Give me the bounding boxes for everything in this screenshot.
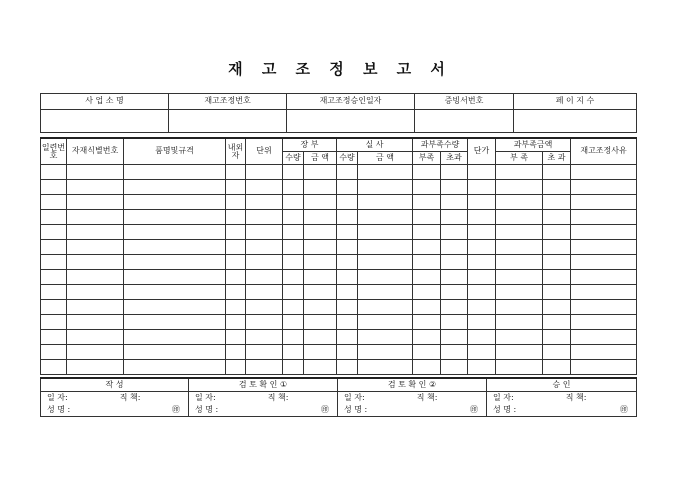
table-cell[interactable]	[124, 195, 226, 210]
table-cell[interactable]	[441, 180, 468, 195]
table-cell[interactable]	[468, 195, 496, 210]
table-cell[interactable]	[496, 330, 543, 345]
name-label: 성 명 :	[47, 404, 71, 414]
table-cell[interactable]	[67, 270, 124, 285]
table-cell[interactable]	[468, 255, 496, 270]
table-cell[interactable]	[283, 195, 304, 210]
table-cell[interactable]	[246, 315, 283, 330]
table-cell[interactable]	[41, 285, 67, 300]
table-cell[interactable]	[496, 270, 543, 285]
table-cell[interactable]	[468, 225, 496, 240]
table-cell[interactable]	[283, 240, 304, 255]
section-approval: 승 인	[487, 378, 637, 392]
table-cell[interactable]	[304, 255, 337, 270]
table-cell[interactable]	[496, 345, 543, 360]
seal-mark: ㊞	[470, 404, 478, 414]
table-cell[interactable]	[413, 195, 441, 210]
table-cell[interactable]	[543, 300, 571, 315]
table-cell[interactable]	[67, 225, 124, 240]
table-cell[interactable]	[304, 225, 337, 240]
col-actual: 실 사	[337, 138, 413, 152]
header-table	[40, 93, 637, 133]
signature-table	[40, 377, 637, 417]
table-cell[interactable]	[246, 300, 283, 315]
col-qty-shortage: 부족	[413, 152, 441, 165]
table-cell[interactable]	[543, 285, 571, 300]
table-cell[interactable]	[304, 210, 337, 225]
table-cell[interactable]	[496, 195, 543, 210]
table-cell[interactable]	[496, 315, 543, 330]
table-cell[interactable]	[496, 240, 543, 255]
table-cell[interactable]	[124, 360, 226, 375]
table-cell[interactable]	[283, 345, 304, 360]
table-cell[interactable]	[337, 180, 358, 195]
table-cell[interactable]	[124, 330, 226, 345]
table-row	[41, 300, 637, 315]
table-cell[interactable]	[337, 300, 358, 315]
table-cell[interactable]	[226, 165, 246, 180]
col-serial: 일련번호	[41, 138, 67, 165]
page-count-label: 페 이 지 수	[514, 94, 637, 110]
author-date-position[interactable]	[41, 392, 189, 405]
col-material-id: 자재식별번호	[67, 138, 124, 165]
author-name[interactable]	[41, 404, 189, 417]
table-cell[interactable]	[358, 270, 413, 285]
table-cell[interactable]	[124, 285, 226, 300]
table-cell[interactable]	[441, 255, 468, 270]
table-cell[interactable]	[283, 300, 304, 315]
table-cell[interactable]	[246, 195, 283, 210]
table-cell[interactable]	[571, 285, 637, 300]
table-cell[interactable]	[571, 300, 637, 315]
adjustment-number-label: 재고조정번호	[169, 94, 287, 110]
table-cell[interactable]	[283, 330, 304, 345]
table-cell[interactable]	[358, 360, 413, 375]
table-cell[interactable]	[67, 315, 124, 330]
table-row	[41, 195, 637, 210]
table-cell[interactable]	[304, 240, 337, 255]
items-table	[40, 137, 637, 375]
table-row	[41, 330, 637, 345]
table-cell[interactable]	[337, 195, 358, 210]
table-cell[interactable]	[304, 165, 337, 180]
table-cell[interactable]	[358, 330, 413, 345]
table-cell[interactable]	[358, 285, 413, 300]
table-cell[interactable]	[67, 165, 124, 180]
name-label: 성 명 :	[195, 404, 219, 414]
table-cell[interactable]	[337, 360, 358, 375]
table-cell[interactable]	[543, 270, 571, 285]
table-cell[interactable]	[441, 300, 468, 315]
table-cell[interactable]	[571, 330, 637, 345]
table-cell[interactable]	[441, 270, 468, 285]
table-cell[interactable]	[304, 345, 337, 360]
col-actual-qty: 수량	[337, 152, 358, 165]
table-cell[interactable]	[41, 225, 67, 240]
date-label: 일 자:	[493, 392, 514, 402]
table-cell[interactable]	[543, 225, 571, 240]
table-cell[interactable]	[496, 285, 543, 300]
table-row	[41, 255, 637, 270]
table-cell[interactable]	[246, 270, 283, 285]
table-cell[interactable]	[413, 240, 441, 255]
table-cell[interactable]	[441, 285, 468, 300]
table-cell[interactable]	[67, 210, 124, 225]
review1-date-position[interactable]	[189, 392, 338, 405]
date-label: 일 자:	[344, 392, 365, 402]
table-cell[interactable]	[358, 315, 413, 330]
table-cell[interactable]	[413, 165, 441, 180]
table-cell[interactable]	[496, 165, 543, 180]
table-cell[interactable]	[304, 195, 337, 210]
col-amount-shortage: 부 족	[496, 152, 543, 165]
table-cell[interactable]	[337, 240, 358, 255]
table-row	[41, 210, 637, 225]
name-label: 성 명 :	[344, 404, 368, 414]
table-cell[interactable]	[571, 180, 637, 195]
position-label: 직 책:	[565, 392, 587, 402]
table-cell[interactable]	[441, 315, 468, 330]
table-cell[interactable]	[337, 270, 358, 285]
table-cell[interactable]	[543, 345, 571, 360]
table-cell[interactable]	[468, 240, 496, 255]
table-cell[interactable]	[571, 210, 637, 225]
table-cell[interactable]	[226, 285, 246, 300]
table-cell[interactable]	[496, 255, 543, 270]
table-cell[interactable]	[468, 315, 496, 330]
table-cell[interactable]	[283, 180, 304, 195]
voucher-number-field[interactable]	[415, 110, 514, 133]
table-cell[interactable]	[283, 315, 304, 330]
col-reason: 재고조정사유	[571, 138, 637, 165]
table-cell[interactable]	[41, 270, 67, 285]
table-cell[interactable]	[358, 345, 413, 360]
table-row	[41, 270, 637, 285]
table-cell[interactable]	[226, 210, 246, 225]
table-cell[interactable]	[468, 285, 496, 300]
adjustment-number-field[interactable]	[169, 110, 287, 133]
table-cell[interactable]	[226, 315, 246, 330]
table-cell[interactable]	[468, 330, 496, 345]
table-cell[interactable]	[41, 165, 67, 180]
position-label: 직 책:	[416, 392, 438, 402]
table-cell[interactable]	[304, 285, 337, 300]
table-cell[interactable]	[124, 315, 226, 330]
col-over-short-qty: 과부족수량	[413, 138, 468, 152]
table-cell[interactable]	[41, 195, 67, 210]
col-domestic-foreign: 내외자	[226, 138, 246, 165]
table-cell[interactable]	[246, 345, 283, 360]
table-cell[interactable]	[358, 195, 413, 210]
col-unit: 단위	[246, 138, 283, 165]
table-cell[interactable]	[304, 270, 337, 285]
table-cell[interactable]	[41, 180, 67, 195]
table-cell[interactable]	[358, 225, 413, 240]
review2-date-position[interactable]	[338, 392, 487, 405]
col-over-short-amount: 과부족금액	[496, 138, 571, 152]
table-cell[interactable]	[41, 315, 67, 330]
table-cell[interactable]	[441, 210, 468, 225]
section-review-2: 검 토 확 인 ②	[338, 378, 487, 392]
table-cell[interactable]	[124, 345, 226, 360]
table-cell[interactable]	[358, 300, 413, 315]
table-cell[interactable]	[246, 165, 283, 180]
table-cell[interactable]	[441, 225, 468, 240]
adjustment-approval-date-field[interactable]	[287, 110, 415, 133]
table-cell[interactable]	[441, 195, 468, 210]
col-book-amount: 금 액	[304, 152, 337, 165]
table-cell[interactable]	[67, 180, 124, 195]
table-cell[interactable]	[441, 345, 468, 360]
table-cell[interactable]	[283, 270, 304, 285]
voucher-number-label: 증빙서번호	[415, 94, 514, 110]
table-cell[interactable]	[358, 255, 413, 270]
table-cell[interactable]	[496, 225, 543, 240]
table-cell[interactable]	[246, 330, 283, 345]
table-cell[interactable]	[67, 195, 124, 210]
table-cell[interactable]	[441, 165, 468, 180]
table-cell[interactable]	[41, 345, 67, 360]
page-count-field[interactable]	[514, 110, 637, 133]
table-row	[41, 165, 637, 180]
table-cell[interactable]	[413, 330, 441, 345]
table-cell[interactable]	[226, 195, 246, 210]
table-cell[interactable]	[226, 180, 246, 195]
table-cell[interactable]	[543, 240, 571, 255]
table-cell[interactable]	[226, 270, 246, 285]
col-actual-amount: 금 액	[358, 152, 413, 165]
col-item-spec: 품명및규격	[124, 138, 226, 165]
company-name-field[interactable]	[41, 110, 169, 133]
table-cell[interactable]	[543, 360, 571, 375]
table-cell[interactable]	[571, 315, 637, 330]
table-cell[interactable]	[413, 360, 441, 375]
table-cell[interactable]	[441, 360, 468, 375]
table-row	[41, 360, 637, 375]
table-cell[interactable]	[468, 210, 496, 225]
col-book: 장 부	[283, 138, 337, 152]
table-cell[interactable]	[124, 210, 226, 225]
table-cell[interactable]	[543, 315, 571, 330]
table-cell[interactable]	[283, 210, 304, 225]
table-cell[interactable]	[124, 270, 226, 285]
review1-name[interactable]	[189, 404, 338, 417]
table-cell[interactable]	[543, 180, 571, 195]
table-cell[interactable]	[41, 210, 67, 225]
table-cell[interactable]	[571, 345, 637, 360]
table-row	[41, 180, 637, 195]
table-cell[interactable]	[413, 225, 441, 240]
table-cell[interactable]	[413, 300, 441, 315]
table-cell[interactable]	[571, 225, 637, 240]
table-row	[41, 240, 637, 255]
table-cell[interactable]	[358, 180, 413, 195]
table-cell[interactable]	[496, 300, 543, 315]
table-row	[41, 285, 637, 300]
table-cell[interactable]	[441, 330, 468, 345]
table-cell[interactable]	[41, 360, 67, 375]
table-cell[interactable]	[246, 255, 283, 270]
table-cell[interactable]	[283, 165, 304, 180]
table-cell[interactable]	[413, 180, 441, 195]
table-cell[interactable]	[571, 360, 637, 375]
table-row	[41, 345, 637, 360]
table-cell[interactable]	[468, 300, 496, 315]
col-book-qty: 수량	[283, 152, 304, 165]
col-unit-price: 단가	[468, 138, 496, 165]
table-cell[interactable]	[571, 165, 637, 180]
table-cell[interactable]	[124, 225, 226, 240]
section-review-1: 검 토 확 인 ①	[189, 378, 338, 392]
approval-name[interactable]	[487, 404, 637, 417]
table-cell[interactable]	[468, 180, 496, 195]
table-cell[interactable]	[413, 345, 441, 360]
table-cell[interactable]	[67, 360, 124, 375]
table-cell[interactable]	[468, 345, 496, 360]
position-label: 직 책:	[267, 392, 289, 402]
position-label: 직 책:	[119, 392, 141, 402]
section-author: 작 성	[41, 378, 189, 392]
table-cell[interactable]	[41, 255, 67, 270]
table-cell[interactable]	[358, 210, 413, 225]
table-cell[interactable]	[571, 240, 637, 255]
review2-name[interactable]	[338, 404, 487, 417]
table-cell[interactable]	[226, 255, 246, 270]
table-cell[interactable]	[571, 255, 637, 270]
report-form	[40, 93, 636, 417]
table-cell[interactable]	[441, 240, 468, 255]
table-cell[interactable]	[67, 255, 124, 270]
table-cell[interactable]	[304, 360, 337, 375]
date-label: 일 자:	[195, 392, 216, 402]
table-cell[interactable]	[67, 345, 124, 360]
table-cell[interactable]	[337, 225, 358, 240]
table-cell[interactable]	[571, 195, 637, 210]
table-cell[interactable]	[226, 360, 246, 375]
table-row	[41, 315, 637, 330]
table-cell[interactable]	[226, 240, 246, 255]
table-cell[interactable]	[468, 270, 496, 285]
date-label: 일 자:	[47, 392, 68, 402]
table-cell[interactable]	[413, 255, 441, 270]
table-cell[interactable]	[246, 360, 283, 375]
company-name-label: 사 업 소 명	[41, 94, 169, 110]
table-cell[interactable]	[283, 285, 304, 300]
table-cell[interactable]	[496, 210, 543, 225]
table-cell[interactable]	[468, 165, 496, 180]
table-cell[interactable]	[304, 300, 337, 315]
table-cell[interactable]	[246, 240, 283, 255]
table-cell[interactable]	[67, 300, 124, 315]
table-cell[interactable]	[496, 360, 543, 375]
table-cell[interactable]	[358, 165, 413, 180]
table-cell[interactable]	[337, 165, 358, 180]
table-cell[interactable]	[358, 240, 413, 255]
seal-mark: ㊞	[620, 404, 628, 414]
table-cell[interactable]	[304, 180, 337, 195]
report-title: 재 고 조 정 보 고 서	[228, 60, 452, 78]
table-cell[interactable]	[413, 270, 441, 285]
table-row	[41, 225, 637, 240]
table-cell[interactable]	[67, 330, 124, 345]
table-cell[interactable]	[543, 330, 571, 345]
table-cell[interactable]	[337, 330, 358, 345]
table-cell[interactable]	[41, 300, 67, 315]
table-cell[interactable]	[283, 360, 304, 375]
table-cell[interactable]	[67, 240, 124, 255]
adjustment-approval-date-label: 재고조정승인일자	[287, 94, 415, 110]
table-cell[interactable]	[226, 300, 246, 315]
table-cell[interactable]	[304, 315, 337, 330]
table-cell[interactable]	[246, 180, 283, 195]
approval-date-position[interactable]	[487, 392, 637, 405]
table-cell[interactable]	[571, 270, 637, 285]
table-cell[interactable]	[304, 330, 337, 345]
table-cell[interactable]	[226, 330, 246, 345]
table-cell[interactable]	[468, 360, 496, 375]
table-cell[interactable]	[543, 165, 571, 180]
table-cell[interactable]	[246, 225, 283, 240]
table-cell[interactable]	[41, 330, 67, 345]
table-cell[interactable]	[337, 210, 358, 225]
table-cell[interactable]	[337, 255, 358, 270]
col-amount-excess: 초 과	[543, 152, 571, 165]
table-cell[interactable]	[246, 285, 283, 300]
table-cell[interactable]	[67, 285, 124, 300]
table-cell[interactable]	[226, 225, 246, 240]
table-cell[interactable]	[337, 285, 358, 300]
seal-mark: ㊞	[321, 404, 329, 414]
table-cell[interactable]	[41, 240, 67, 255]
seal-mark: ㊞	[172, 404, 180, 414]
table-cell[interactable]	[543, 195, 571, 210]
table-cell[interactable]	[337, 315, 358, 330]
table-cell[interactable]	[413, 315, 441, 330]
table-cell[interactable]	[246, 210, 283, 225]
table-cell[interactable]	[413, 210, 441, 225]
table-cell[interactable]	[543, 255, 571, 270]
table-cell[interactable]	[413, 285, 441, 300]
table-cell[interactable]	[124, 255, 226, 270]
table-cell[interactable]	[124, 240, 226, 255]
name-label: 성 명 :	[493, 404, 517, 414]
table-cell[interactable]	[283, 225, 304, 240]
table-cell[interactable]	[283, 255, 304, 270]
col-qty-excess: 초과	[441, 152, 468, 165]
table-cell[interactable]	[543, 210, 571, 225]
table-cell[interactable]	[337, 345, 358, 360]
table-cell[interactable]	[124, 165, 226, 180]
table-cell[interactable]	[226, 345, 246, 360]
table-cell[interactable]	[124, 300, 226, 315]
table-cell[interactable]	[124, 180, 226, 195]
table-cell[interactable]	[496, 180, 543, 195]
